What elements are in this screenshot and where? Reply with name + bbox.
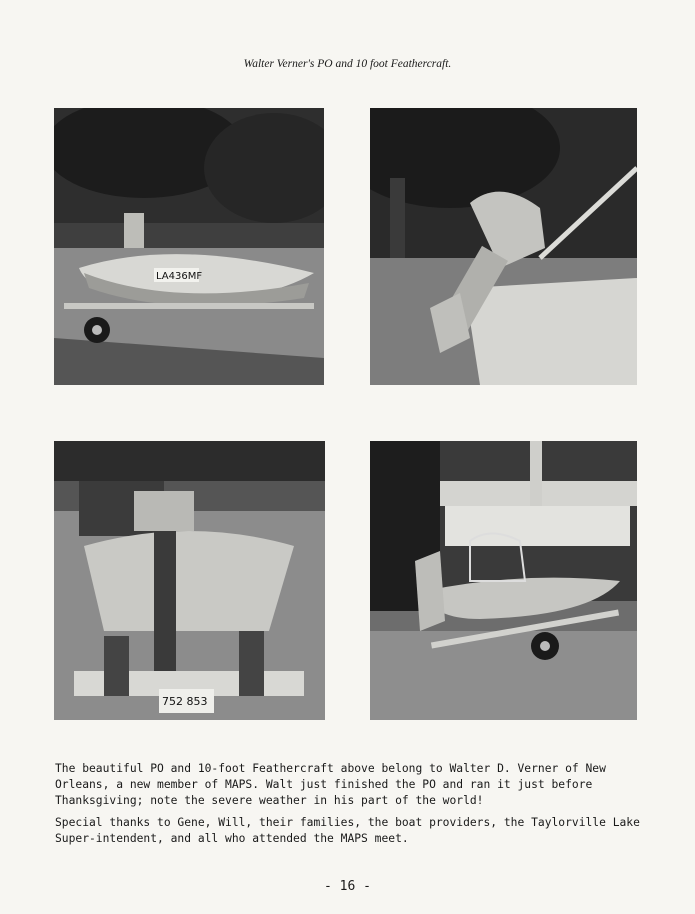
body-paragraph-1: The beautiful PO and 10-foot Feathercraft above belong to Walter D. Verner of New Orleans, a new member of MAPS. Walt just finished the PO and ran it just before Thanksgiving; note the severe weather in his part of the world! [55,762,606,807]
license-plate-trailer: 752 853 [162,695,208,708]
photo-caption: Walter Verner's PO and 10 foot Feathercraft. [243,58,452,70]
registration-number-boat: LA436MF [156,271,203,282]
photo-boat-on-trailer-side [54,108,324,385]
photo-outboard-motor-closeup [370,108,637,385]
photo-boat-rear-view [54,441,325,720]
page-number: - 16 - [324,879,371,894]
body-paragraph-2: Special thanks to Gene, Will, their families, the boat providers, the Taylorville Lake Super-intendent, and all who attended the MAPS meet. [55,816,640,845]
photo-boat-front-of-house [370,441,637,720]
